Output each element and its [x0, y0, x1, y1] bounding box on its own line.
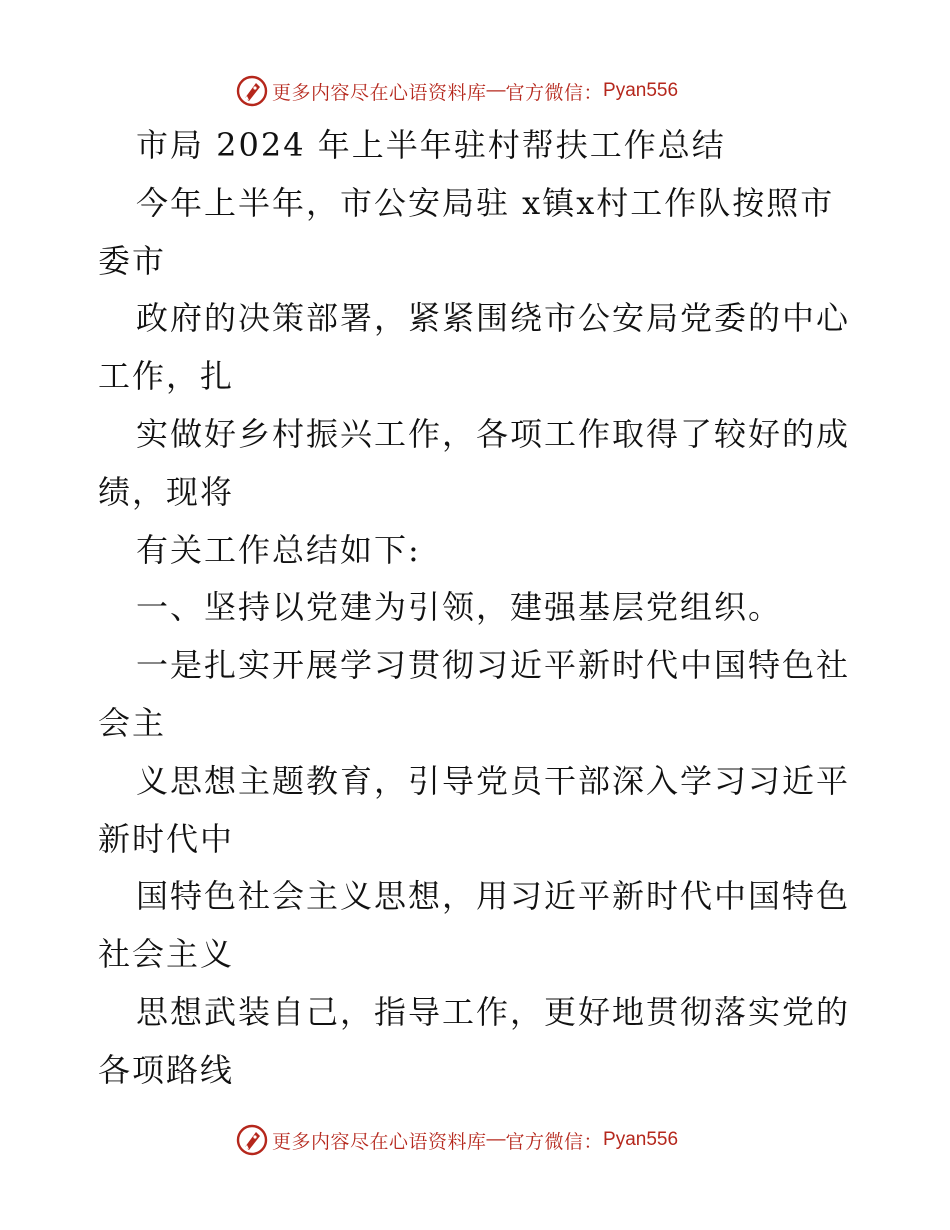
banner-text: 更多内容尽在心语资料库	[272, 81, 487, 104]
paragraph-line: 思想武装自己，指导工作，更好地贯彻落实党的	[136, 992, 851, 1031]
paragraph-line: 委市	[98, 241, 167, 280]
banner-text: 更多内容尽在心语资料库	[272, 1130, 487, 1153]
banner-wechat-id: Pyan556	[603, 1129, 679, 1150]
pen-nib-logo-icon	[236, 1124, 268, 1156]
banner-wechat-label: 官方微信：	[505, 81, 604, 104]
paragraph-line: 一是扎实开展学习贯彻习近平新时代中国特色社	[136, 646, 851, 685]
paragraph-line: 政府的决策部署，紧紧围绕市公安局党委的中心	[136, 299, 851, 338]
header-banner	[236, 71, 678, 111]
banner-wechat-label: 官方微信：	[505, 1130, 604, 1153]
paragraph-line: 各项路线	[98, 1050, 235, 1089]
paragraph-line: 绩，现将	[98, 472, 235, 511]
paragraph-line: 会主	[98, 703, 167, 742]
paragraph-line: 工作，扎	[98, 357, 235, 396]
paragraph-line: 社会主义	[98, 935, 235, 974]
banner-dash: —	[486, 80, 506, 101]
paragraph-line: 国特色社会主义思想，用习近平新时代中国特色	[136, 877, 851, 916]
section-heading: 一、坚持以党建为引领，建强基层党组织。	[136, 588, 783, 627]
document-title: 市局 2024 年上半年驻村帮扶工作总结	[136, 126, 726, 164]
banner-wechat-id: Pyan556	[603, 80, 679, 101]
footer-banner	[236, 1120, 678, 1160]
paragraph-line: 实做好乡村振兴工作，各项工作取得了较好的成	[136, 414, 851, 453]
paragraph-line: 义思想主题教育，引导党员干部深入学习习近平	[136, 761, 851, 800]
paragraph-line: 今年上半年，市公安局驻 x镇x村工作队按照市	[136, 183, 835, 222]
banner-dash: —	[486, 1129, 506, 1150]
paragraph-line: 有关工作总结如下:	[136, 530, 421, 569]
paragraph-line: 新时代中	[98, 819, 235, 858]
pen-nib-logo-icon	[236, 75, 268, 107]
document-body	[98, 117, 858, 1100]
